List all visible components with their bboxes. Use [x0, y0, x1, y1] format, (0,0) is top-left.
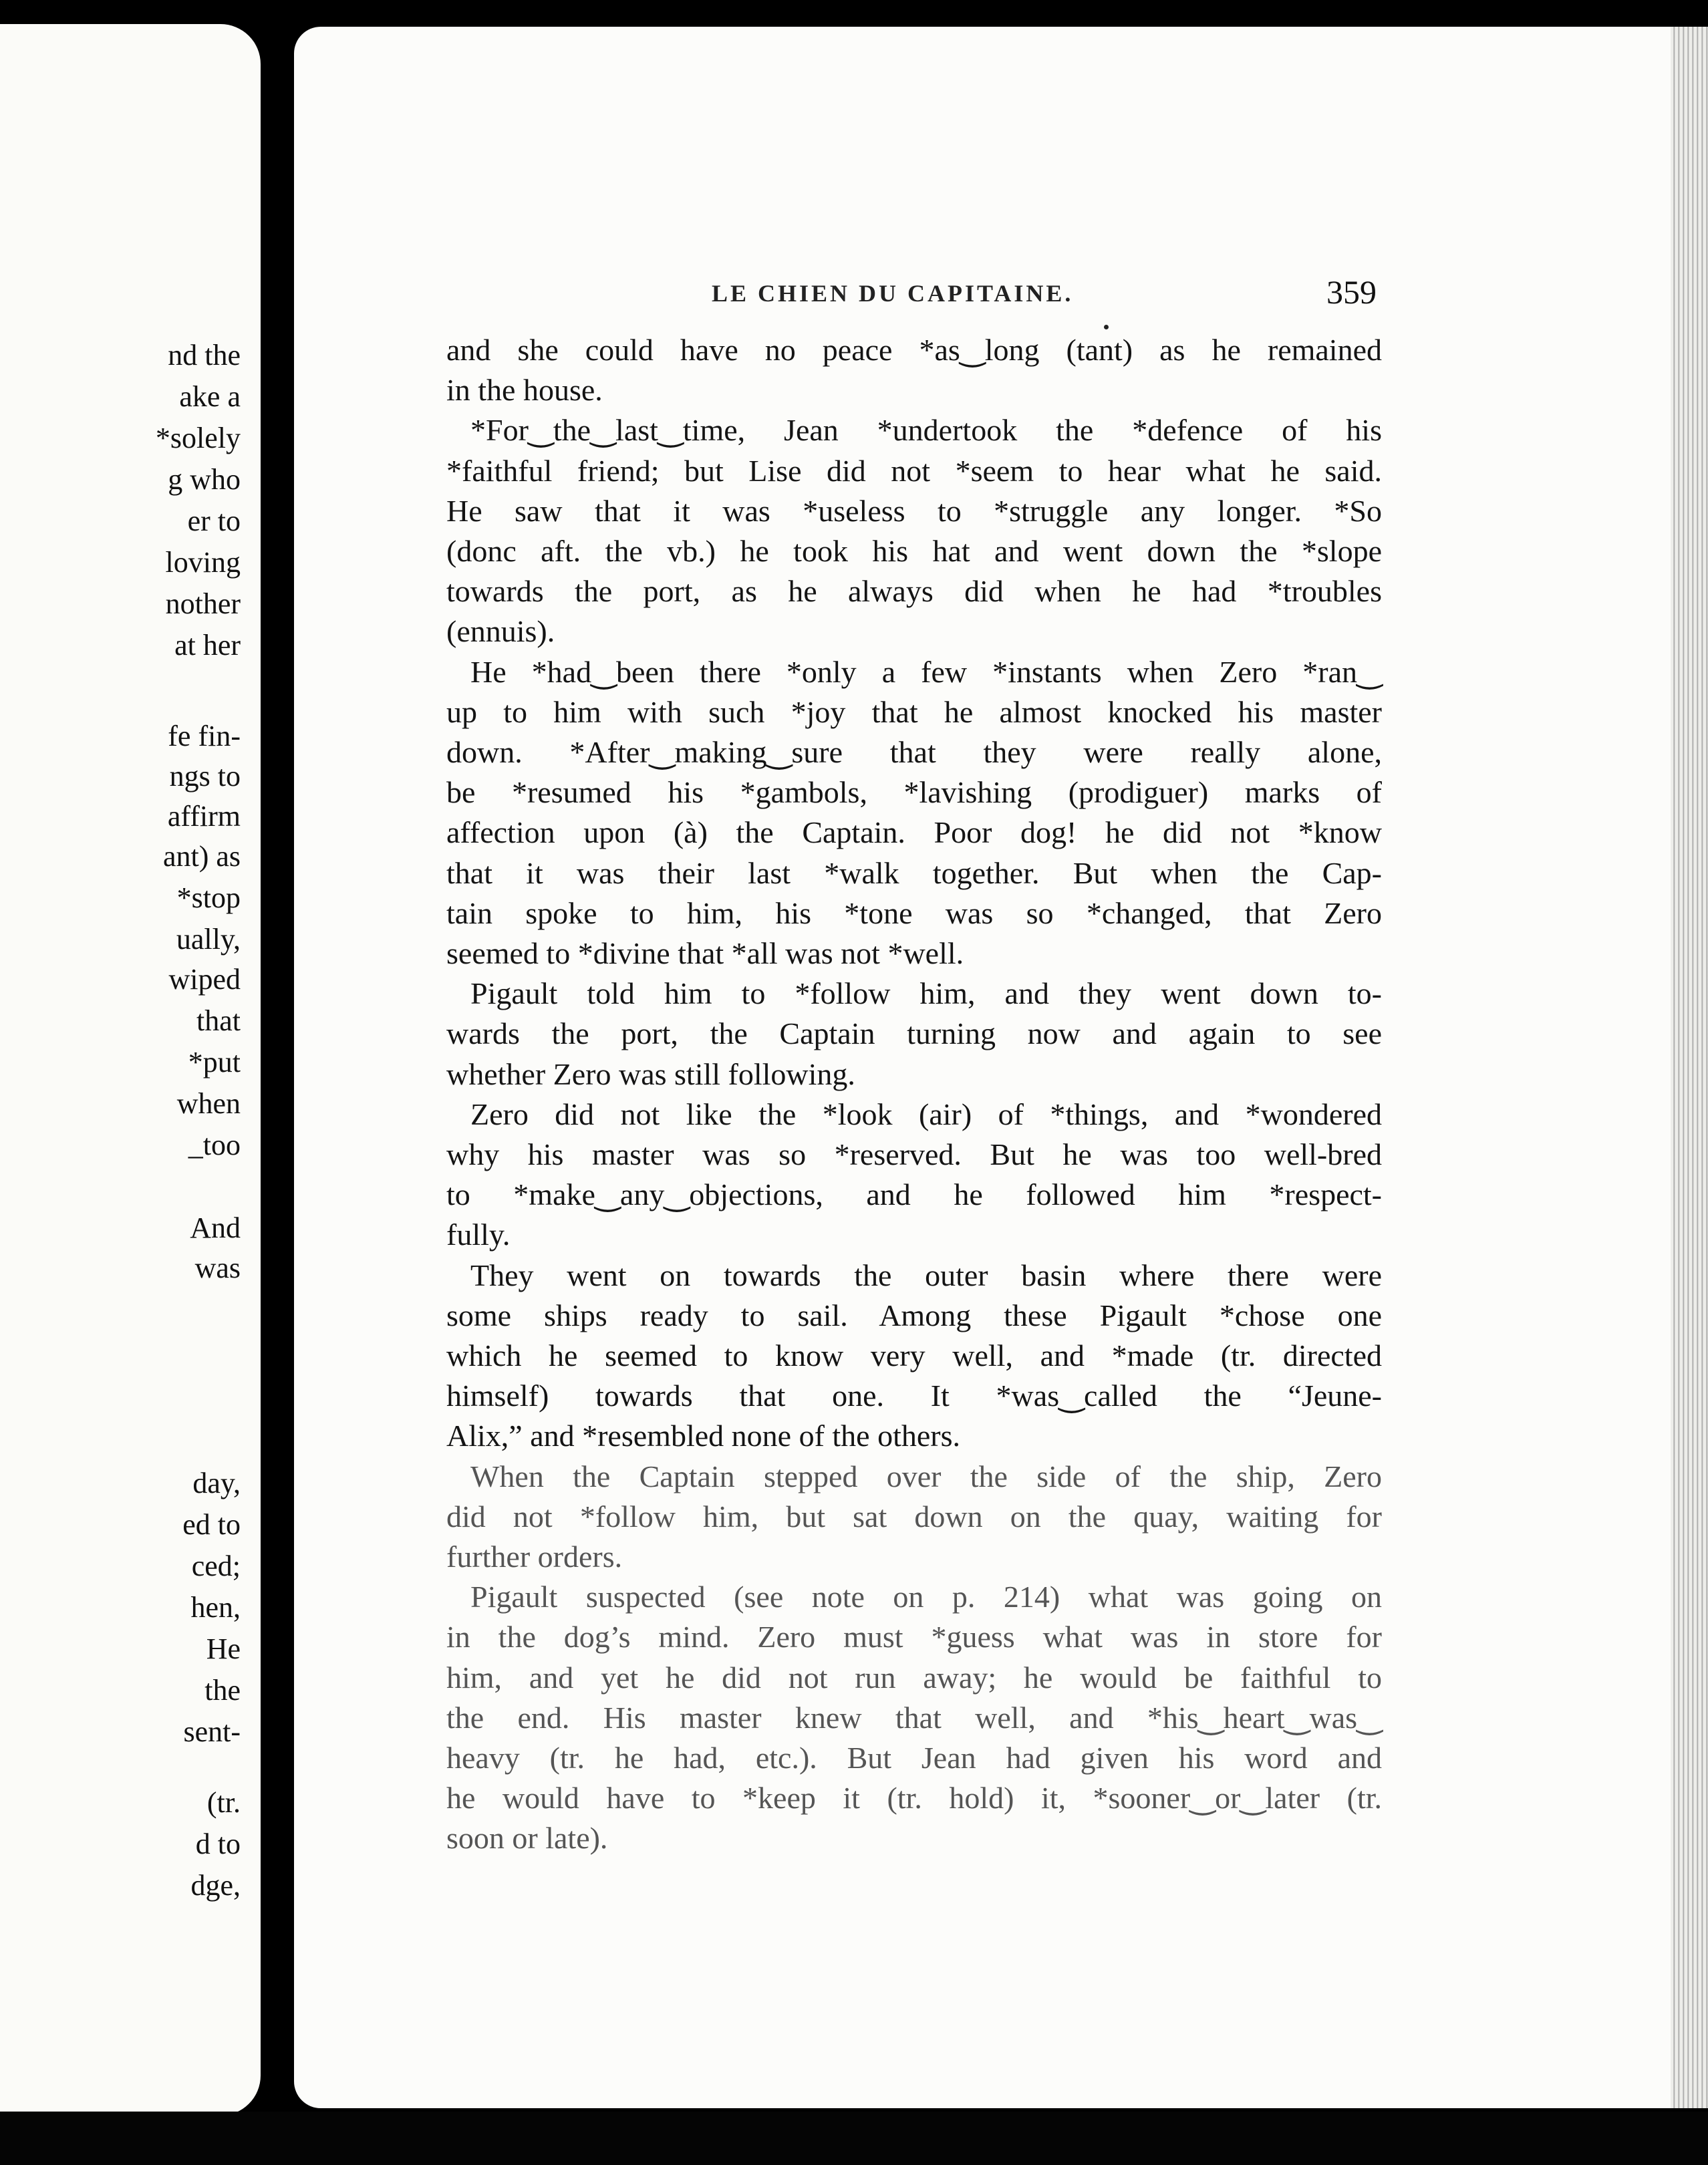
left-page-line: wiped [168, 963, 241, 996]
left-page-line: ced; [191, 1550, 241, 1582]
left-page-line: fe fin- [168, 720, 241, 752]
text-line: affection upon (à) the Captain. Poor dog! he did not *know [446, 815, 1382, 849]
left-page-line: was [194, 1252, 241, 1284]
text-line: soon or late). [446, 1821, 608, 1855]
text-line: that it was their last *walk together. But when the Cap- [446, 856, 1382, 890]
text-line: some ships ready to sail. Among these Pigault *chose one [446, 1298, 1382, 1332]
text-line: Pigault told him to *follow him, and they went down to- [470, 976, 1382, 1010]
left-page-line: sent- [183, 1715, 241, 1748]
text-line: Alix,” and *resembled none of the others. [446, 1419, 960, 1453]
ink-speck [1104, 325, 1109, 329]
text-line: be *resumed his *gambols, *lavishing (prodiguer) marks of [446, 775, 1382, 809]
text-line: (ennuis). [446, 614, 555, 648]
text-line: whether Zero was still following. [446, 1057, 855, 1091]
text-line: seemed to *divine that *all was not *well. [446, 936, 964, 970]
text-line: up to him with such *joy that he almost knocked his master [446, 695, 1382, 729]
text-line: tain spoke to him, his *tone was so *changed, that Zero [446, 896, 1382, 930]
text-line: *For‿the‿last‿time, Jean *undertook the *defence of his [470, 413, 1382, 447]
left-page-line: ake a [179, 380, 241, 413]
left-page-line: ngs to [169, 760, 241, 792]
text-line: When the Captain stepped over the side of the ship, Zero [470, 1459, 1382, 1493]
text-line: he would have to *keep it (tr. hold) it, *sooner‿or‿later (tr. [446, 1781, 1382, 1815]
left-page-line: er to [187, 504, 241, 537]
left-page-line: *stop [176, 881, 241, 914]
left-page-line: ually, [176, 923, 241, 956]
scan-bottom-edge [0, 2112, 1708, 2165]
text-line: fully. [446, 1217, 511, 1252]
text-line: *faithful friend; but Lise did not *seem to hear what he said. [446, 454, 1382, 488]
text-line: him, and yet he did not run away; he would be faithful to [446, 1661, 1382, 1695]
left-page-line: g who [168, 463, 241, 496]
text-line: in the house. [446, 373, 603, 407]
left-page-line: affirm [167, 800, 241, 833]
text-line: himself) towards that one. It *was‿called the “Jeune- [446, 1379, 1382, 1413]
text-line: towards the port, as he always did when he had *troubles [446, 574, 1382, 608]
left-page-line: nd the [168, 339, 241, 372]
text-line: heavy (tr. he had, etc.). But Jean had given his word and [446, 1741, 1382, 1775]
left-page-line: He [206, 1632, 241, 1665]
left-page-line: *solely [155, 422, 241, 454]
left-page-line: nother [165, 587, 241, 620]
text-line: He *had‿been there *only a few *instants when Zero *ran‿ [470, 655, 1382, 689]
page-number: 359 [1326, 273, 1377, 311]
running-head: LE CHIEN DU CAPITAINE. [712, 280, 1074, 307]
left-page-line: ed to [182, 1508, 241, 1541]
left-page-line: that [196, 1004, 241, 1037]
page-edges [1671, 27, 1708, 2108]
text-line: to *make‿any‿objections, and he followed him *respect- [446, 1177, 1382, 1211]
text-line: in the dog’s mind. Zero must *guess what was in store for [446, 1620, 1382, 1654]
text-line: the end. His master knew that well, and *his‿heart‿was‿ [446, 1701, 1382, 1735]
text-line: further orders. [446, 1540, 623, 1574]
left-page-line: the [204, 1674, 241, 1707]
left-page-line: d to [195, 1828, 241, 1860]
text-line: They went on towards the outer basin where there were [470, 1258, 1382, 1292]
text-line: Pigault suspected (see note on p. 214) what was going on [470, 1580, 1382, 1614]
text-line: and she could have no peace *as‿long (tant) as he remained [446, 333, 1382, 367]
left-page [0, 24, 261, 2116]
text-line: which he seemed to know very well, and *made (tr. directed [446, 1338, 1382, 1373]
book-gutter [261, 0, 294, 2165]
left-page-line: day, [192, 1467, 241, 1499]
text-line: He saw that it was *useless to *struggle any longer. *So [446, 494, 1382, 528]
text-line: wards the port, the Captain turning now and again to see [446, 1016, 1382, 1050]
left-page-line: when [176, 1087, 241, 1120]
left-page-line: ant) as [162, 840, 241, 873]
text-line: (donc aft. the vb.) he took his hat and went down the *slope [446, 534, 1382, 568]
text-line: why his master was so *reserved. But he was too well-bred [446, 1137, 1382, 1171]
left-page-line: _too [188, 1129, 241, 1161]
left-page-line: And [190, 1211, 241, 1244]
text-line: did not *follow him, but sat down on the quay, waiting for [446, 1499, 1382, 1534]
left-page-line: *put [188, 1046, 241, 1078]
left-page-line: dge, [190, 1869, 241, 1902]
left-page-line: (tr. [206, 1786, 241, 1819]
left-page-line: at her [174, 629, 241, 662]
text-line: down. *After‿making‿sure that they were really alone, [446, 735, 1382, 769]
text-line: Zero did not like the *look (air) of *things, and *wondered [470, 1097, 1382, 1131]
left-page-line: hen, [190, 1591, 241, 1624]
left-page-line: loving [165, 546, 241, 579]
